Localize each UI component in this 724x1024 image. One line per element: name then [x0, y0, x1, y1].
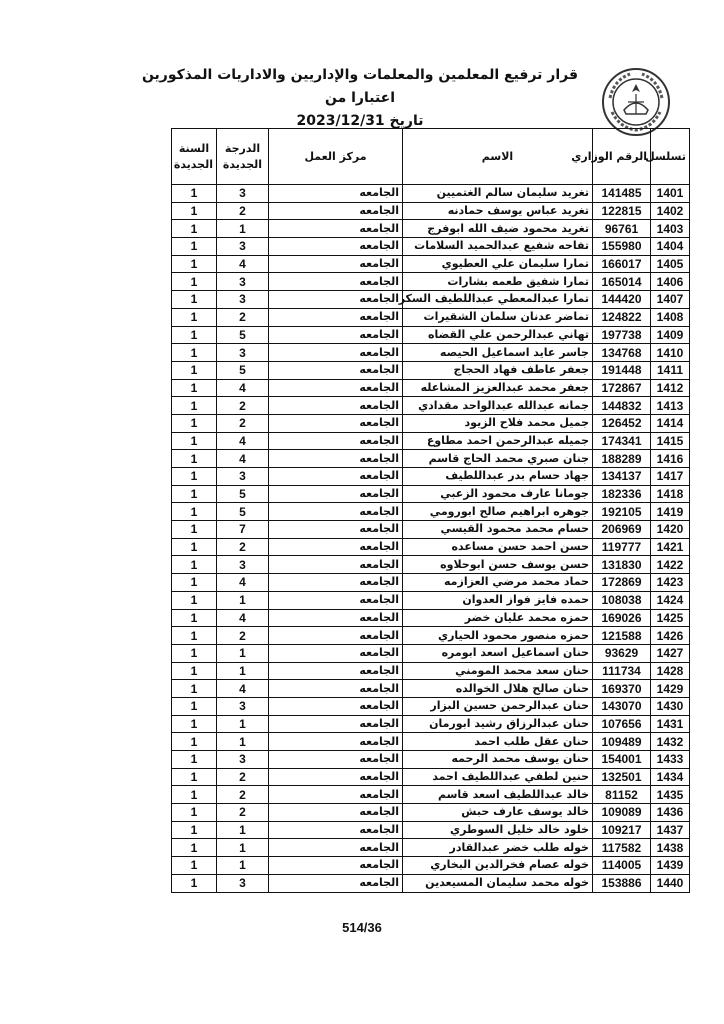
- cell-ministry-id: 122815: [593, 202, 651, 220]
- table-row: [172, 786, 690, 804]
- cell-serial: 1403: [651, 220, 690, 238]
- cell-new-grade: 1: [217, 715, 269, 733]
- cell-work-center: الجامعه: [269, 574, 403, 592]
- col-header-name: الاسم: [403, 129, 593, 185]
- cell-work-center: الجامعه: [269, 662, 403, 680]
- cell-name: حسن احمد حسن مساعده: [403, 538, 593, 556]
- cell-new-grade: 3: [217, 874, 269, 892]
- cell-ministry-id: 81152: [593, 786, 651, 804]
- cell-serial: 1429: [651, 680, 690, 698]
- cell-ministry-id: 96761: [593, 220, 651, 238]
- cell-name: جعفر عاطف فهاد الحجاج: [403, 361, 593, 379]
- cell-ministry-id: 119777: [593, 538, 651, 556]
- cell-name: تغريد محمود ضيف الله ابوفرج: [403, 220, 593, 238]
- cell-new-grade: 4: [217, 255, 269, 273]
- cell-new-year: 1: [172, 397, 217, 415]
- cell-new-year: 1: [172, 450, 217, 468]
- cell-new-year: 1: [172, 839, 217, 857]
- cell-serial: 1414: [651, 414, 690, 432]
- cell-name: حنان اسماعيل اسعد ابومره: [403, 644, 593, 662]
- cell-serial: 1424: [651, 591, 690, 609]
- cell-new-year: 1: [172, 751, 217, 769]
- cell-new-grade: 3: [217, 185, 269, 203]
- cell-work-center: الجامعه: [269, 344, 403, 362]
- cell-serial: 1406: [651, 273, 690, 291]
- cell-name: جهاد حسام بدر عبداللطيف: [403, 468, 593, 486]
- table-row: [172, 485, 690, 503]
- table-row: [172, 538, 690, 556]
- cell-work-center: الجامعه: [269, 255, 403, 273]
- cell-new-grade: 1: [217, 591, 269, 609]
- cell-work-center: الجامعه: [269, 733, 403, 751]
- cell-ministry-id: 172869: [593, 574, 651, 592]
- cell-new-year: 1: [172, 521, 217, 539]
- cell-name: جميل محمد فلاح الزيود: [403, 414, 593, 432]
- cell-ministry-id: 155980: [593, 238, 651, 256]
- cell-ministry-id: 144420: [593, 291, 651, 309]
- cell-work-center: الجامعه: [269, 202, 403, 220]
- cell-new-grade: 2: [217, 768, 269, 786]
- cell-new-grade: 2: [217, 308, 269, 326]
- cell-work-center: الجامعه: [269, 468, 403, 486]
- cell-new-year: 1: [172, 344, 217, 362]
- cell-name: جمانه عبدالله عبدالواحد مقدادي: [403, 397, 593, 415]
- cell-ministry-id: 191448: [593, 361, 651, 379]
- col-header-ministry-id: الرقم الوزاري: [593, 129, 651, 185]
- table-row: [172, 344, 690, 362]
- col-header-new-grade: الدرجة الجديدة: [217, 129, 269, 185]
- cell-work-center: الجامعه: [269, 379, 403, 397]
- cell-serial: 1408: [651, 308, 690, 326]
- cell-new-year: 1: [172, 326, 217, 344]
- cell-ministry-id: 126452: [593, 414, 651, 432]
- cell-ministry-id: 107656: [593, 715, 651, 733]
- cell-name: حنان عبدالرزاق رشيد ابورمان: [403, 715, 593, 733]
- cell-serial: 1410: [651, 344, 690, 362]
- cell-ministry-id: 109489: [593, 733, 651, 751]
- cell-work-center: الجامعه: [269, 786, 403, 804]
- cell-new-grade: 4: [217, 574, 269, 592]
- cell-name: حسام محمد محمود القيسي: [403, 521, 593, 539]
- table-row: [172, 255, 690, 273]
- cell-ministry-id: 169370: [593, 680, 651, 698]
- cell-new-grade: 4: [217, 680, 269, 698]
- col-header-serial: تسلسل: [651, 129, 690, 185]
- table-row: [172, 874, 690, 892]
- cell-work-center: الجامعه: [269, 308, 403, 326]
- cell-new-grade: 7: [217, 521, 269, 539]
- cell-name: خوله عصام فخرالدين البخاري: [403, 857, 593, 875]
- title-line-2: تاريخ 2023/12/31: [296, 113, 424, 129]
- cell-new-grade: 5: [217, 503, 269, 521]
- cell-name: خلود خالد خليل السوطري: [403, 821, 593, 839]
- table-row: [172, 220, 690, 238]
- cell-ministry-id: 134768: [593, 344, 651, 362]
- table-row: [172, 521, 690, 539]
- table-row: [172, 821, 690, 839]
- cell-serial: 1432: [651, 733, 690, 751]
- cell-new-grade: 1: [217, 821, 269, 839]
- cell-new-year: 1: [172, 255, 217, 273]
- table-row: [172, 432, 690, 450]
- cell-ministry-id: 109217: [593, 821, 651, 839]
- cell-name: حمده فايز فواز العدوان: [403, 591, 593, 609]
- cell-work-center: الجامعه: [269, 556, 403, 574]
- cell-name: حنان صالح هلال الخوالده: [403, 680, 593, 698]
- cell-new-grade: 4: [217, 432, 269, 450]
- cell-new-grade: 3: [217, 468, 269, 486]
- cell-serial: 1436: [651, 804, 690, 822]
- cell-name: حمزه منصور محمود الحياري: [403, 627, 593, 645]
- cell-new-grade: 2: [217, 538, 269, 556]
- cell-serial: 1428: [651, 662, 690, 680]
- cell-name: جنان صبري محمد الحاج قاسم: [403, 450, 593, 468]
- cell-new-grade: 4: [217, 379, 269, 397]
- table-row: [172, 202, 690, 220]
- table-row: [172, 238, 690, 256]
- cell-ministry-id: 206969: [593, 521, 651, 539]
- cell-new-year: 1: [172, 644, 217, 662]
- cell-new-year: 1: [172, 857, 217, 875]
- table-row: [172, 680, 690, 698]
- cell-ministry-id: 153886: [593, 874, 651, 892]
- cell-serial: 1418: [651, 485, 690, 503]
- cell-work-center: الجامعه: [269, 680, 403, 698]
- cell-new-grade: 1: [217, 733, 269, 751]
- cell-new-year: 1: [172, 220, 217, 238]
- cell-new-year: 1: [172, 627, 217, 645]
- cell-work-center: الجامعه: [269, 291, 403, 309]
- table-row: [172, 857, 690, 875]
- cell-new-year: 1: [172, 556, 217, 574]
- cell-new-year: 1: [172, 609, 217, 627]
- cell-new-grade: 4: [217, 609, 269, 627]
- cell-name: حنان عبدالرحمن حسين البزار: [403, 697, 593, 715]
- cell-work-center: الجامعه: [269, 715, 403, 733]
- cell-work-center: الجامعه: [269, 273, 403, 291]
- cell-name: خوله طلب خضر عبدالقادر: [403, 839, 593, 857]
- cell-serial: 1425: [651, 609, 690, 627]
- cell-work-center: الجامعه: [269, 751, 403, 769]
- cell-new-year: 1: [172, 574, 217, 592]
- table-row: [172, 715, 690, 733]
- cell-new-year: 1: [172, 804, 217, 822]
- cell-work-center: الجامعه: [269, 609, 403, 627]
- table-row: [172, 308, 690, 326]
- cell-work-center: الجامعه: [269, 768, 403, 786]
- cell-name: خوله محمد سليمان المسيعدين: [403, 874, 593, 892]
- cell-serial: 1417: [651, 468, 690, 486]
- table-row: [172, 450, 690, 468]
- cell-new-grade: 5: [217, 361, 269, 379]
- cell-new-grade: 1: [217, 839, 269, 857]
- cell-new-grade: 2: [217, 804, 269, 822]
- cell-ministry-id: 172867: [593, 379, 651, 397]
- cell-new-year: 1: [172, 468, 217, 486]
- table-row: [172, 697, 690, 715]
- cell-serial: 1435: [651, 786, 690, 804]
- cell-work-center: الجامعه: [269, 874, 403, 892]
- cell-work-center: الجامعه: [269, 238, 403, 256]
- cell-work-center: الجامعه: [269, 538, 403, 556]
- cell-new-year: 1: [172, 715, 217, 733]
- cell-ministry-id: 165014: [593, 273, 651, 291]
- cell-new-year: 1: [172, 361, 217, 379]
- cell-new-year: 1: [172, 768, 217, 786]
- cell-new-grade: 1: [217, 662, 269, 680]
- table-header-row: [172, 129, 690, 185]
- cell-new-grade: 5: [217, 485, 269, 503]
- cell-name: تمارا عبدالمعطي عبداللطيف السكر: [403, 291, 593, 309]
- cell-new-grade: 3: [217, 238, 269, 256]
- cell-ministry-id: 169026: [593, 609, 651, 627]
- cell-work-center: الجامعه: [269, 503, 403, 521]
- cell-new-grade: 2: [217, 786, 269, 804]
- cell-new-grade: 2: [217, 397, 269, 415]
- cell-ministry-id: 188289: [593, 450, 651, 468]
- table-row: [172, 627, 690, 645]
- cell-serial: 1411: [651, 361, 690, 379]
- table-row: [172, 751, 690, 769]
- cell-name: حنين لطفي عبداللطيف احمد: [403, 768, 593, 786]
- cell-name: جاسر عايد اسماعيل الحيصه: [403, 344, 593, 362]
- cell-work-center: الجامعه: [269, 185, 403, 203]
- table-row: [172, 397, 690, 415]
- cell-new-year: 1: [172, 308, 217, 326]
- page-number: 514/36: [342, 920, 382, 935]
- table-row: [172, 591, 690, 609]
- cell-serial: 1419: [651, 503, 690, 521]
- cell-serial: 1439: [651, 857, 690, 875]
- cell-new-year: 1: [172, 662, 217, 680]
- cell-ministry-id: 141485: [593, 185, 651, 203]
- cell-name: خالد يوسف عارف حبش: [403, 804, 593, 822]
- cell-name: تغريد سليمان سالم الغتميين: [403, 185, 593, 203]
- cell-new-grade: 3: [217, 556, 269, 574]
- cell-new-grade: 2: [217, 202, 269, 220]
- cell-ministry-id: 121588: [593, 627, 651, 645]
- cell-work-center: الجامعه: [269, 414, 403, 432]
- cell-serial: 1422: [651, 556, 690, 574]
- cell-name: جعفر محمد عبدالعزيز المشاعله: [403, 379, 593, 397]
- cell-new-year: 1: [172, 503, 217, 521]
- cell-serial: 1404: [651, 238, 690, 256]
- cell-name: تفاحه شفيع عبدالحميد السلامات: [403, 238, 593, 256]
- cell-name: جميله عبدالرحمن احمد مطاوع: [403, 432, 593, 450]
- cell-ministry-id: 93629: [593, 644, 651, 662]
- cell-new-year: 1: [172, 680, 217, 698]
- cell-ministry-id: 174341: [593, 432, 651, 450]
- cell-new-year: 1: [172, 238, 217, 256]
- cell-ministry-id: 197738: [593, 326, 651, 344]
- cell-work-center: الجامعه: [269, 521, 403, 539]
- cell-name: تمارا شفيق طعمه بشارات: [403, 273, 593, 291]
- cell-new-year: 1: [172, 379, 217, 397]
- cell-new-grade: 3: [217, 697, 269, 715]
- cell-ministry-id: 111734: [593, 662, 651, 680]
- cell-new-grade: 3: [217, 273, 269, 291]
- table-body: [172, 185, 690, 893]
- cell-new-year: 1: [172, 185, 217, 203]
- table-row: [172, 468, 690, 486]
- cell-new-year: 1: [172, 291, 217, 309]
- cell-serial: 1437: [651, 821, 690, 839]
- cell-ministry-id: 144832: [593, 397, 651, 415]
- table-row: [172, 503, 690, 521]
- cell-new-year: 1: [172, 202, 217, 220]
- cell-ministry-id: 166017: [593, 255, 651, 273]
- table-row: [172, 804, 690, 822]
- cell-new-grade: 1: [217, 220, 269, 238]
- cell-new-year: 1: [172, 591, 217, 609]
- cell-ministry-id: 114005: [593, 857, 651, 875]
- cell-serial: 1430: [651, 697, 690, 715]
- cell-work-center: الجامعه: [269, 326, 403, 344]
- table-row: [172, 574, 690, 592]
- cell-ministry-id: 154001: [593, 751, 651, 769]
- table-row: [172, 768, 690, 786]
- cell-new-grade: 1: [217, 857, 269, 875]
- table-row: [172, 326, 690, 344]
- cell-ministry-id: 109089: [593, 804, 651, 822]
- cell-name: تماضر عدنان سلمان الشقيرات: [403, 308, 593, 326]
- cell-new-year: 1: [172, 485, 217, 503]
- cell-ministry-id: 108038: [593, 591, 651, 609]
- cell-name: حنان عقل طلب احمد: [403, 733, 593, 751]
- cell-new-year: 1: [172, 414, 217, 432]
- table-row: [172, 291, 690, 309]
- cell-serial: 1434: [651, 768, 690, 786]
- cell-work-center: الجامعه: [269, 397, 403, 415]
- cell-new-grade: 2: [217, 627, 269, 645]
- page-title: [120, 64, 600, 133]
- cell-ministry-id: 182336: [593, 485, 651, 503]
- cell-work-center: الجامعه: [269, 821, 403, 839]
- cell-ministry-id: 117582: [593, 839, 651, 857]
- cell-work-center: الجامعه: [269, 591, 403, 609]
- cell-serial: 1420: [651, 521, 690, 539]
- cell-name: حمزه محمد عليان خضر: [403, 609, 593, 627]
- col-header-new-year: السنة الجديدة: [172, 129, 217, 185]
- cell-serial: 1416: [651, 450, 690, 468]
- cell-new-year: 1: [172, 432, 217, 450]
- cell-work-center: الجامعه: [269, 644, 403, 662]
- cell-serial: 1438: [651, 839, 690, 857]
- cell-ministry-id: 124822: [593, 308, 651, 326]
- cell-serial: 1423: [651, 574, 690, 592]
- cell-serial: 1440: [651, 874, 690, 892]
- cell-work-center: الجامعه: [269, 450, 403, 468]
- cell-work-center: الجامعه: [269, 432, 403, 450]
- cell-new-year: 1: [172, 821, 217, 839]
- cell-new-grade: 3: [217, 344, 269, 362]
- table-row: [172, 379, 690, 397]
- cell-work-center: الجامعه: [269, 839, 403, 857]
- cell-name: تمارا سليمان علي العطيوي: [403, 255, 593, 273]
- cell-name: حنان سعد محمد المومني: [403, 662, 593, 680]
- cell-new-year: 1: [172, 273, 217, 291]
- cell-name: خالد عبداللطيف اسعد قاسم: [403, 786, 593, 804]
- table-row: [172, 556, 690, 574]
- cell-serial: 1426: [651, 627, 690, 645]
- cell-name: تهاني عبدالرحمن علي القضاه: [403, 326, 593, 344]
- table-row: [172, 609, 690, 627]
- cell-serial: 1405: [651, 255, 690, 273]
- cell-new-grade: 3: [217, 751, 269, 769]
- cell-serial: 1402: [651, 202, 690, 220]
- cell-name: جوهره ابراهيم صالح ابورومي: [403, 503, 593, 521]
- cell-ministry-id: 192105: [593, 503, 651, 521]
- cell-new-grade: 3: [217, 291, 269, 309]
- table-row: [172, 644, 690, 662]
- cell-work-center: الجامعه: [269, 220, 403, 238]
- cell-new-grade: 1: [217, 644, 269, 662]
- cell-serial: 1413: [651, 397, 690, 415]
- cell-work-center: الجامعه: [269, 857, 403, 875]
- title-line-1: قرار ترفيع المعلمين والمعلمات والإداريين والاداريات المذكورين اعتبارا من: [141, 67, 579, 106]
- cell-serial: 1407: [651, 291, 690, 309]
- table-row: [172, 839, 690, 857]
- cell-ministry-id: 134137: [593, 468, 651, 486]
- col-header-work-center: مركز العمل: [269, 129, 403, 185]
- cell-name: حماد محمد مرضي العزازمه: [403, 574, 593, 592]
- cell-work-center: الجامعه: [269, 485, 403, 503]
- cell-serial: 1401: [651, 185, 690, 203]
- promotions-table: [171, 128, 690, 893]
- cell-ministry-id: 131830: [593, 556, 651, 574]
- cell-serial: 1431: [651, 715, 690, 733]
- cell-new-grade: 5: [217, 326, 269, 344]
- cell-new-year: 1: [172, 538, 217, 556]
- cell-work-center: الجامعه: [269, 627, 403, 645]
- cell-serial: 1421: [651, 538, 690, 556]
- cell-serial: 1409: [651, 326, 690, 344]
- cell-new-grade: 2: [217, 414, 269, 432]
- cell-new-year: 1: [172, 786, 217, 804]
- cell-new-year: 1: [172, 733, 217, 751]
- cell-ministry-id: 143070: [593, 697, 651, 715]
- cell-new-year: 1: [172, 697, 217, 715]
- cell-ministry-id: 132501: [593, 768, 651, 786]
- table-row: [172, 662, 690, 680]
- cell-serial: 1433: [651, 751, 690, 769]
- cell-serial: 1412: [651, 379, 690, 397]
- cell-new-grade: 4: [217, 450, 269, 468]
- cell-name: جومانا عارف محمود الزعبي: [403, 485, 593, 503]
- table-row: [172, 733, 690, 751]
- cell-name: حنان يوسف محمد الرحمه: [403, 751, 593, 769]
- cell-serial: 1415: [651, 432, 690, 450]
- cell-work-center: الجامعه: [269, 697, 403, 715]
- table-row: [172, 273, 690, 291]
- table-row: [172, 185, 690, 203]
- cell-serial: 1427: [651, 644, 690, 662]
- cell-work-center: الجامعه: [269, 361, 403, 379]
- table-row: [172, 414, 690, 432]
- cell-name: تغريد عباس يوسف حمادنه: [403, 202, 593, 220]
- cell-new-year: 1: [172, 874, 217, 892]
- table-row: [172, 361, 690, 379]
- cell-work-center: الجامعه: [269, 804, 403, 822]
- cell-name: حسن يوسف حسن ابوحلاوه: [403, 556, 593, 574]
